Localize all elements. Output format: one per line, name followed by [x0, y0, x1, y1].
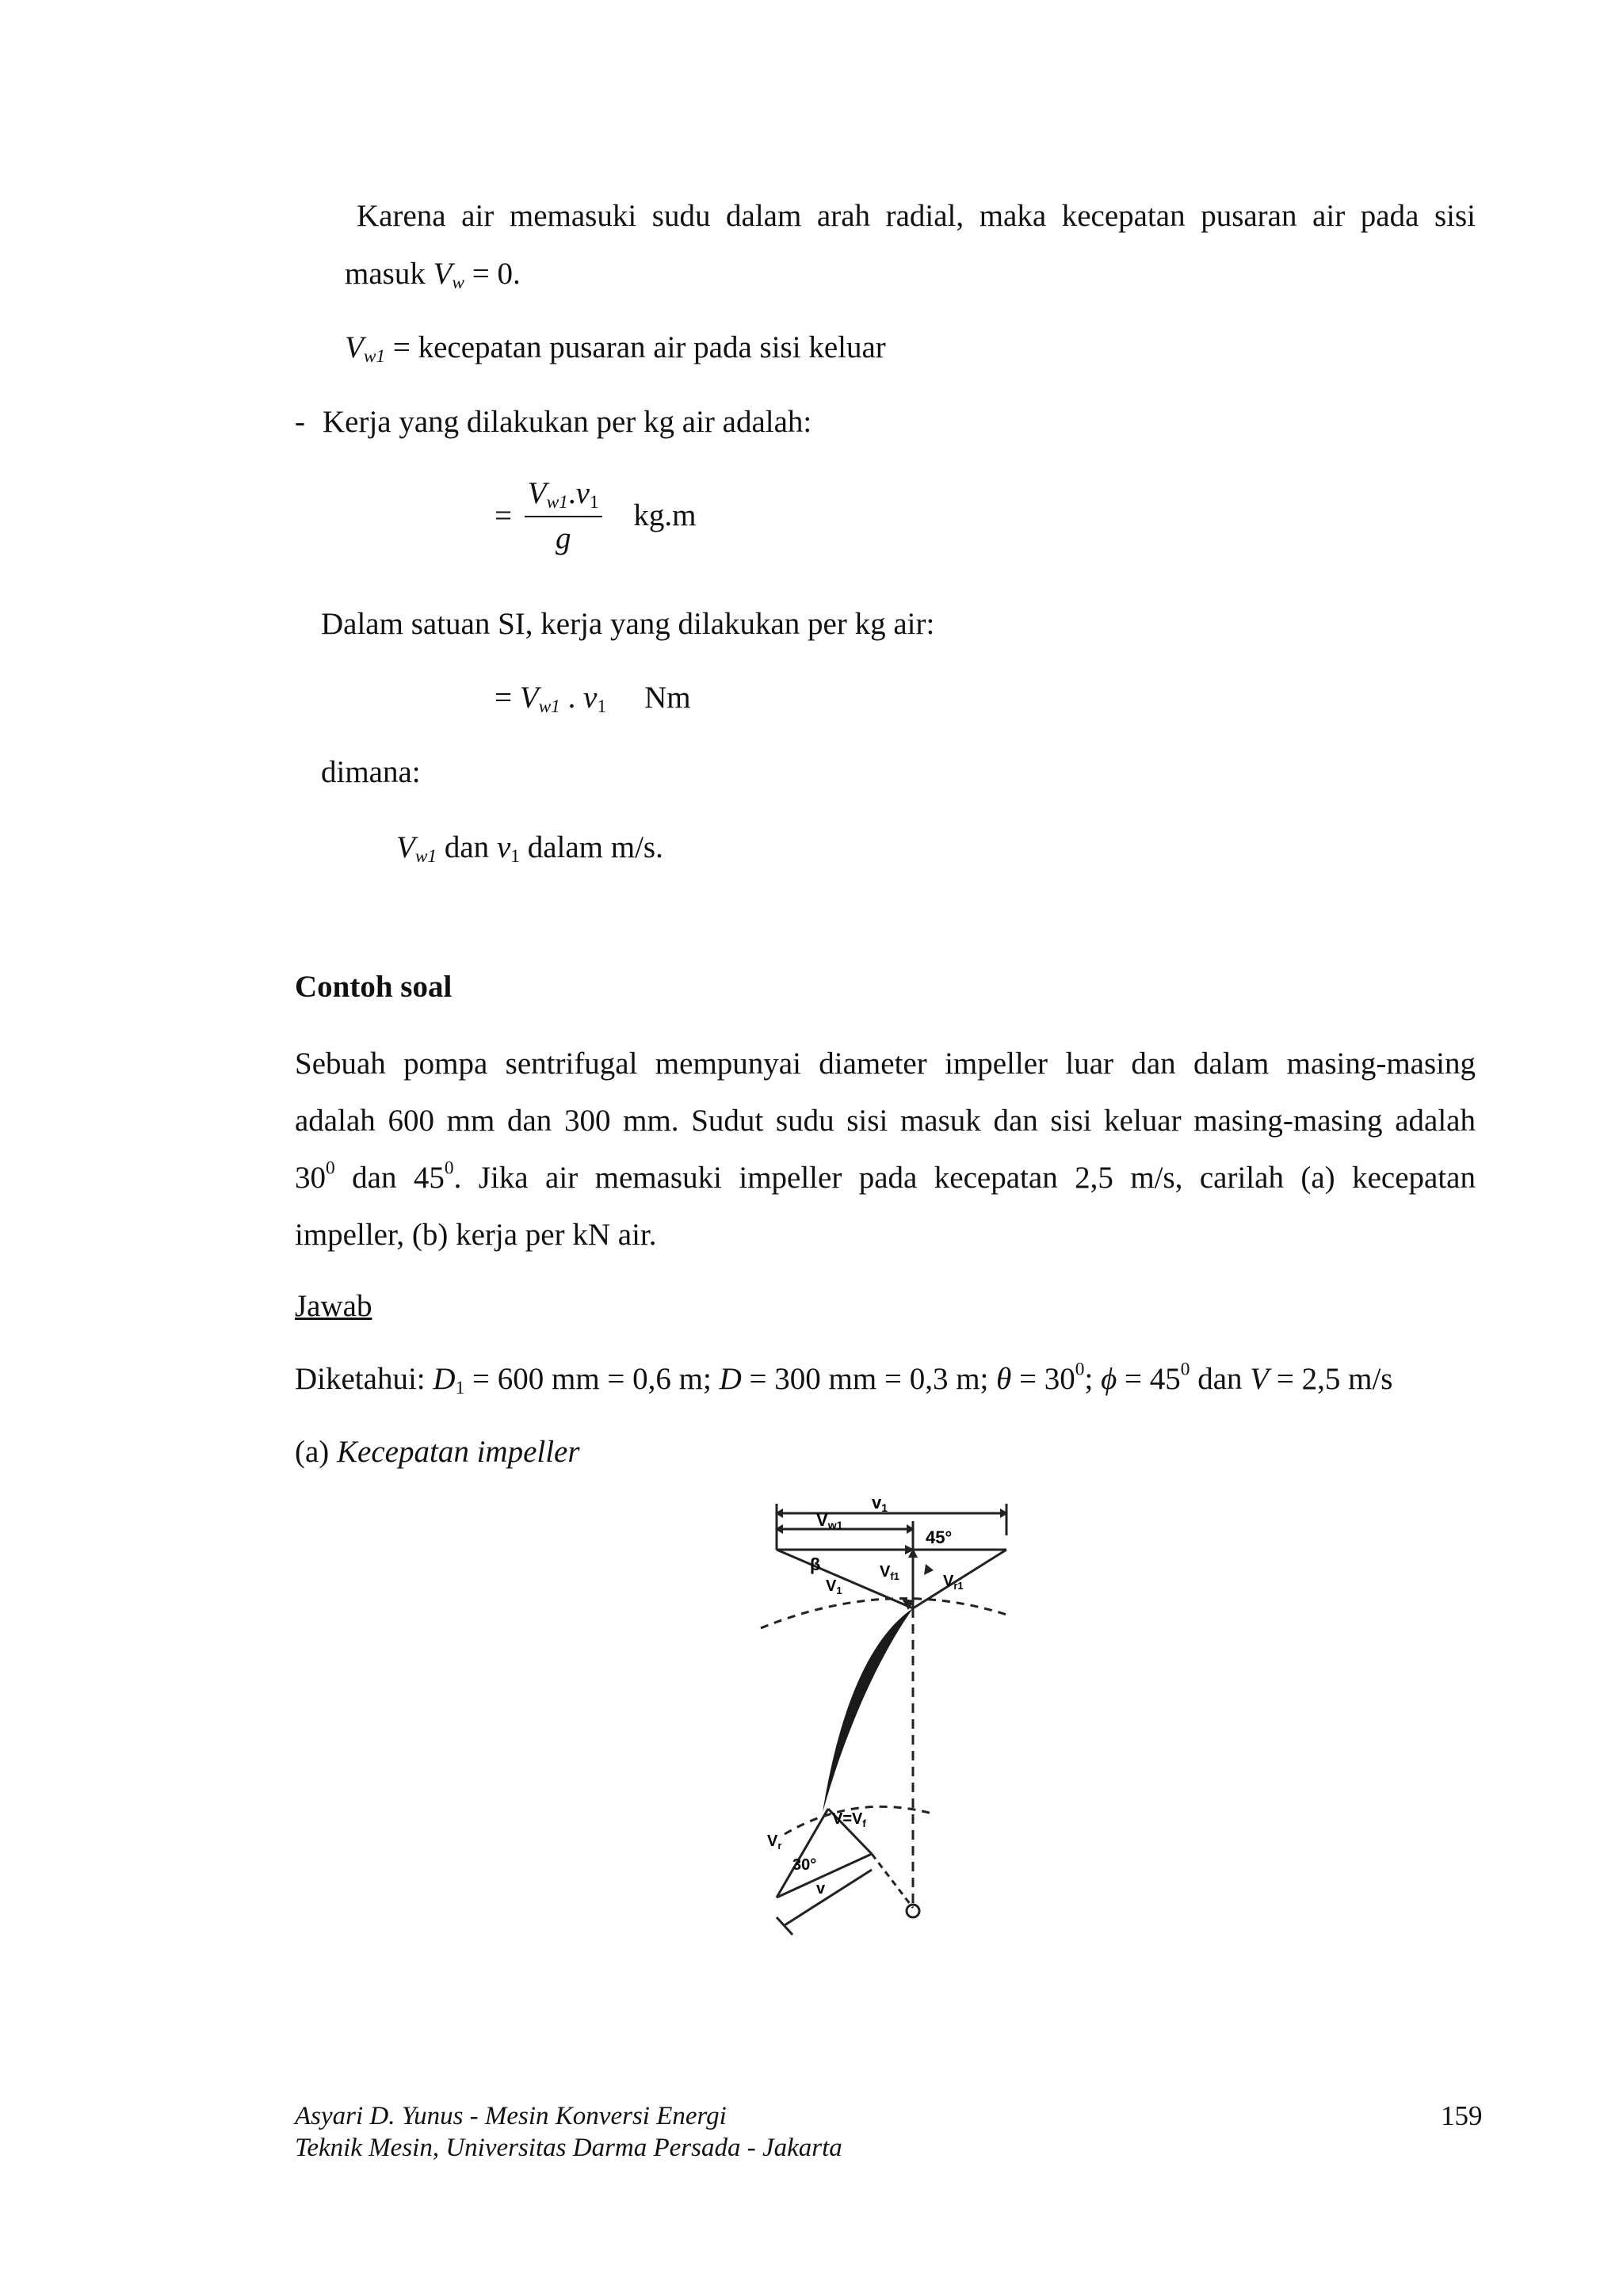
- paragraph-radial-entry-line2: masuk $V_w = 0$.: [345, 257, 521, 293]
- paragraph-radial-entry-line1: Karena air memasuki sudu dalam arah radial, maka kecepatan pusaran air pada sisi: [357, 199, 1476, 233]
- fraction-denominator: g: [555, 521, 571, 555]
- fraction: [525, 475, 602, 558]
- example-line1: Sebuah pompa sentrifugal mempunyai diameter impeller luar dan dalam masing-masing: [295, 1047, 1476, 1081]
- example-line2: adalah 600 mm dan 300 mm. Sudut sudu sisi masuk dan sisi keluar masing-masing adalah: [295, 1104, 1476, 1138]
- page-number: 159: [1441, 2100, 1483, 2131]
- dimana-label: dimana:: [321, 755, 421, 789]
- formula-work-nm: = $V_{w1}$ . $v_1$ Nm: [495, 681, 691, 717]
- velocity-triangle-diagram: [753, 1497, 1022, 1941]
- given-values: Diketahui: $D_1 = 600$ mm = 0,6 m; D = 300 mm = 0,3 m; $\theta = 30^0$; $\phi = 45^0$ dan V = 2,5 m/s: [295, 1359, 1393, 1398]
- label-angle-30: 30°: [792, 1856, 817, 1874]
- si-units-line: Dalam satuan SI, kerja yang dilakukan per kg air:: [321, 607, 935, 641]
- label-vr: $V_r$: [767, 1833, 782, 1852]
- answer-label: Jawab: [295, 1289, 372, 1323]
- example-line3: $30^0$ dan $45^0$. Jika air memasuki impeller pada kecepatan 2,5 m/s, carilah (a) kecepatan: [295, 1158, 1476, 1195]
- label-V1: $V_1$: [826, 1577, 842, 1596]
- label-v: v: [816, 1880, 826, 1897]
- bullet-work-per-kg: - Kerja yang dilakukan per kg air adalah:: [295, 405, 812, 439]
- label-v-eq-vf: $V=V_f$: [832, 1810, 866, 1829]
- units-line: $V_{w1}$ dan $v_1$ dalam m/s.: [396, 830, 663, 867]
- example-heading: Contoh soal: [295, 970, 453, 1004]
- formula-work-kgm: = $\frac{V_{w1}.v_1}{g}$ kg.m: [495, 475, 696, 558]
- label-vf1: $V_{f1}$: [880, 1563, 899, 1582]
- footer-author: Asyari D. Yunus - Mesin Konversi Energi: [295, 2102, 727, 2130]
- label-angle-45: 45°: [926, 1527, 953, 1547]
- label-vr1: $V_{r1}$: [943, 1573, 964, 1592]
- example-line4: impeller, (b) kerja per kN air.: [295, 1218, 657, 1252]
- label-vw1: Vw1: [816, 1510, 843, 1531]
- footer-affiliation: Teknik Mesin, Universitas Darma Persada - Jakarta: [295, 2134, 842, 2162]
- part-a-heading: (a) Kecepatan impeller: [295, 1435, 580, 1469]
- outer-circle-arc: [761, 1599, 1006, 1628]
- vr1-vector-line: [913, 1550, 1006, 1608]
- fraction-numerator: $V_{w1}.v_1$: [525, 475, 602, 517]
- impeller-blade: [823, 1608, 913, 1813]
- definition-vw1: $V_{w1}$ = kecepatan pusaran air pada sisi keluar: [345, 330, 886, 367]
- label-v1: v1: [872, 1497, 888, 1514]
- label-beta: β: [810, 1554, 821, 1574]
